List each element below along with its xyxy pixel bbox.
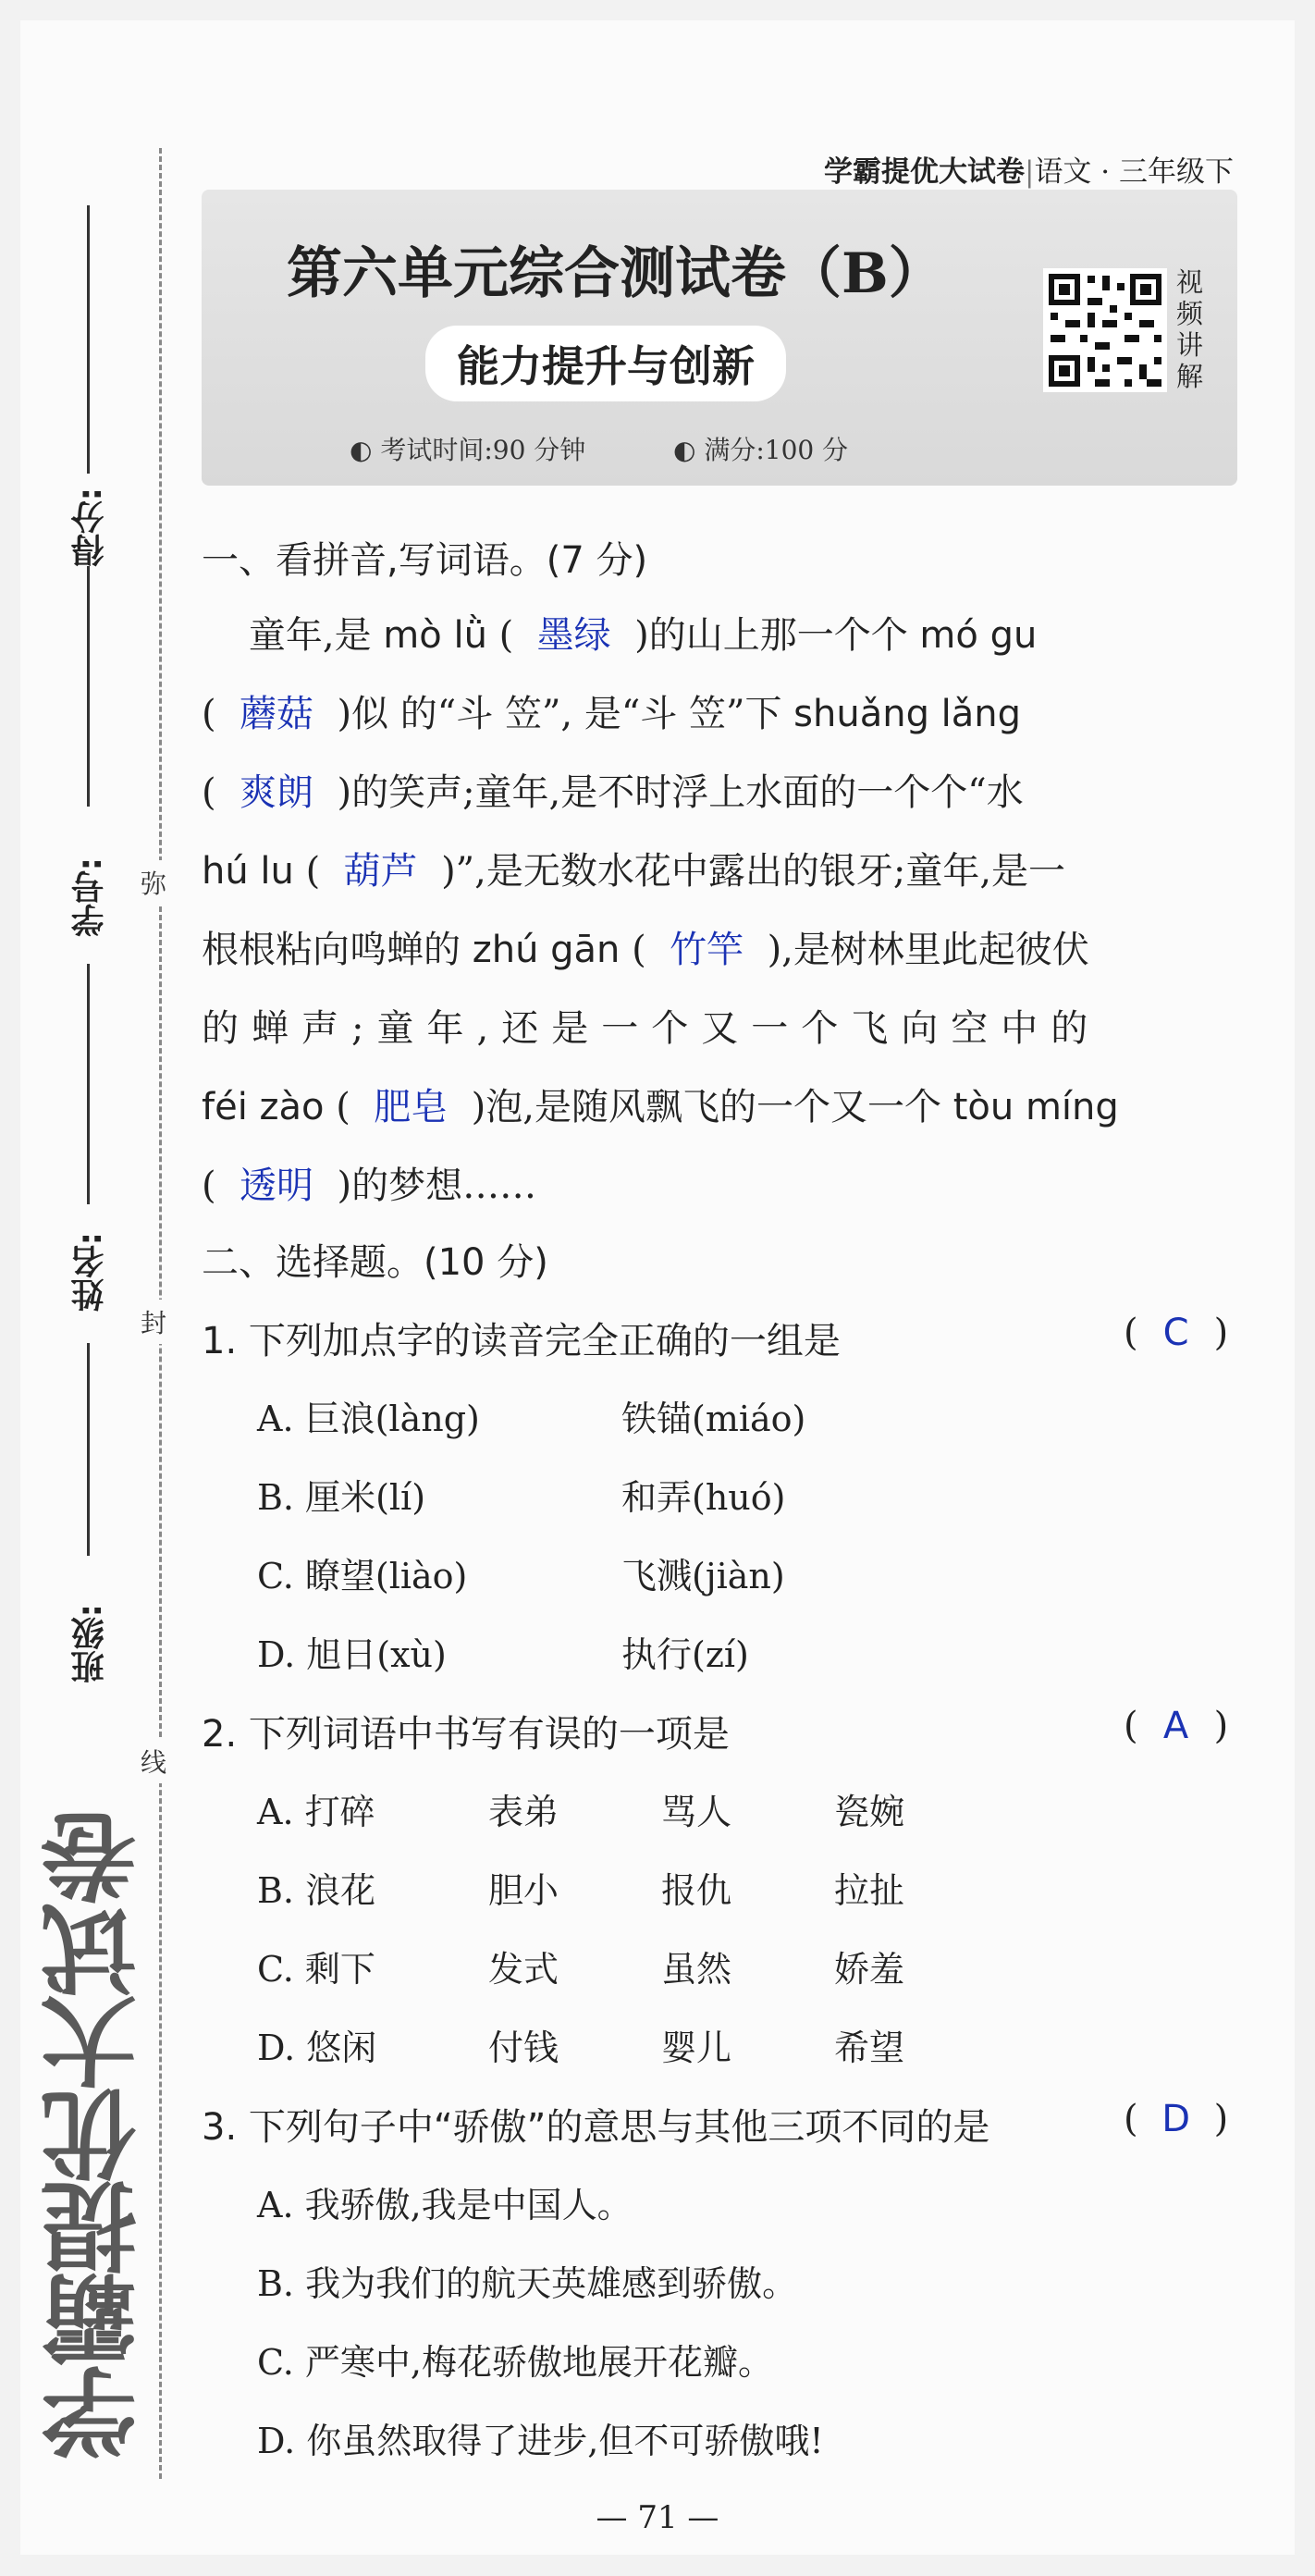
q1-option-a1: A. 巨浪(làng) (257, 1399, 480, 1439)
name-line (87, 964, 90, 1204)
question-1-answer: ( C ) (1124, 1312, 1229, 1354)
cut-word-feng: 封 (141, 1300, 166, 1344)
q2-option-b3: 报仇 (661, 1870, 732, 1911)
q3-option-b: B. 我为我们的航天英雄感到骄傲。 (257, 2263, 798, 2304)
q2-option-a3: 骂人 (661, 1792, 732, 1832)
passage-line-3: ( 爽朗 )的笑声;童年,是不时浮上水面的一个个“水 (202, 771, 1024, 814)
name-label: 姓名: (71, 1232, 109, 1313)
q2-option-c4: 娇羞 (834, 1949, 905, 1990)
q1-option-d1: D. 旭日(xù) (257, 1634, 447, 1675)
page-title: 第六单元综合测试卷（B） (287, 241, 944, 306)
q2-option-a4: 瓷婉 (834, 1792, 905, 1832)
q2-option-c1: C. 剩下 (257, 1949, 375, 1990)
score-line (87, 205, 90, 474)
question-2-answer: ( A ) (1124, 1705, 1229, 1747)
class-label: 班级: (71, 1604, 109, 1684)
passage-line-4: hú lu ( 葫芦 )”,是无数水花中露出的银牙;童年,是一 (202, 850, 1066, 893)
clock-icon: ◐ (350, 435, 373, 465)
score-icon: ◐ (673, 435, 696, 465)
q1-option-a2: 铁锚(miáo) (621, 1399, 806, 1439)
q2-option-d3: 婴儿 (661, 2028, 732, 2068)
brand-logo: 学霸提优大试卷 (40, 1813, 154, 2460)
q1-option-b2: 和弄(huó) (621, 1477, 786, 1518)
series-name: 学霸提优大试卷 (823, 155, 1025, 189)
cut-word-mi: 弥 (141, 860, 166, 905)
series-divider: | (1024, 155, 1035, 189)
subtitle-pill: 能力提升与创新 (425, 326, 786, 401)
q2-option-c3: 虽然 (661, 1949, 732, 1990)
section-1-heading: 一、看拼音,写词语。(7 分) (202, 539, 648, 582)
q3-option-c: C. 严寒中,梅花骄傲地展开花瓣。 (257, 2342, 773, 2383)
answer-touming: 透明 (240, 1165, 314, 1207)
q1-option-c1: C. 瞭望(liào) (257, 1556, 468, 1596)
q2-option-b1: B. 浪花 (257, 1870, 376, 1911)
question-1-text: 1. 下列加点字的读音完全正确的一组是 (202, 1320, 841, 1362)
passage-line-8: ( 透明 )的梦想…… (202, 1165, 537, 1207)
answer-hulu: 葫芦 (343, 850, 418, 893)
q2-option-b4: 拉扯 (834, 1870, 905, 1911)
answer-zhugan: 竹竿 (670, 929, 744, 971)
q2-option-a1: A. 打碎 (257, 1792, 375, 1832)
q2-option-d2: 付钱 (488, 2028, 559, 2068)
question-3-answer: ( D ) (1124, 2098, 1229, 2140)
q1-option-b1: B. 厘米(lí) (257, 1477, 426, 1518)
q3-option-a: A. 我骄傲,我是中国人。 (257, 2185, 633, 2225)
passage-line-6: 的蝉声;童年,还是一个又一个飞向空中的 (202, 1007, 1101, 1050)
student-no-line (87, 566, 90, 807)
q1-option-d2: 执行(zí) (621, 1634, 749, 1675)
q2-option-b2: 胆小 (488, 1870, 559, 1911)
q3-option-d: D. 你虽然取得了进步,但不可骄傲哦! (257, 2421, 824, 2461)
passage-line-5: 根根粘向鸣蝉的 zhú gān ( 竹竿 ),是树林里此起彼伏 (202, 929, 1089, 971)
question-3-text: 3. 下列句子中“骄傲”的意思与其他三项不同的是 (202, 2106, 990, 2149)
answer-mogu: 蘑菇 (240, 693, 314, 735)
score-label: 得分: (71, 487, 109, 568)
question-2-text: 2. 下列词语中书写有误的一项是 (202, 1713, 730, 1756)
qr-caption: 视 频 讲 解 (1176, 266, 1204, 392)
student-no-label: 学号: (71, 857, 109, 938)
series-subject: 语文 · 三年级下 (1034, 155, 1234, 189)
q2-option-d4: 希望 (834, 2028, 905, 2068)
q2-option-d1: D. 悠闲 (257, 2028, 377, 2068)
q2-option-c2: 发式 (488, 1949, 559, 1990)
passage-line-7: féi zào ( 肥皂 )泡,是随风飘飞的一个又一个 tòu míng (202, 1086, 1119, 1128)
passage-line-1: 童年,是 mò lǜ ( 墨绿 )的山上那一个个 mó gu (202, 614, 1038, 657)
qr-code-icon[interactable] (1043, 268, 1167, 392)
q1-option-c2: 飞溅(jiàn) (621, 1556, 785, 1596)
answer-molv: 墨绿 (536, 614, 611, 657)
exam-time: ◐ 考试时间:90 分钟 (350, 435, 586, 465)
class-line (87, 1343, 90, 1556)
answer-feizao: 肥皂 (374, 1086, 449, 1128)
q2-option-a2: 表弟 (488, 1792, 559, 1832)
series-label (824, 148, 1234, 190)
full-score: ◐ 满分:100 分 (673, 435, 849, 465)
page-number: — 71 — (596, 2499, 719, 2536)
passage-line-2: ( 蘑菇 )似 的“斗 笠”, 是“斗 笠”下 shuǎng lǎng (202, 693, 1022, 735)
answer-shuanglang: 爽朗 (240, 771, 314, 814)
cut-word-xian: 线 (141, 1739, 166, 1783)
section-2-heading: 二、选择题。(10 分) (202, 1241, 548, 1284)
